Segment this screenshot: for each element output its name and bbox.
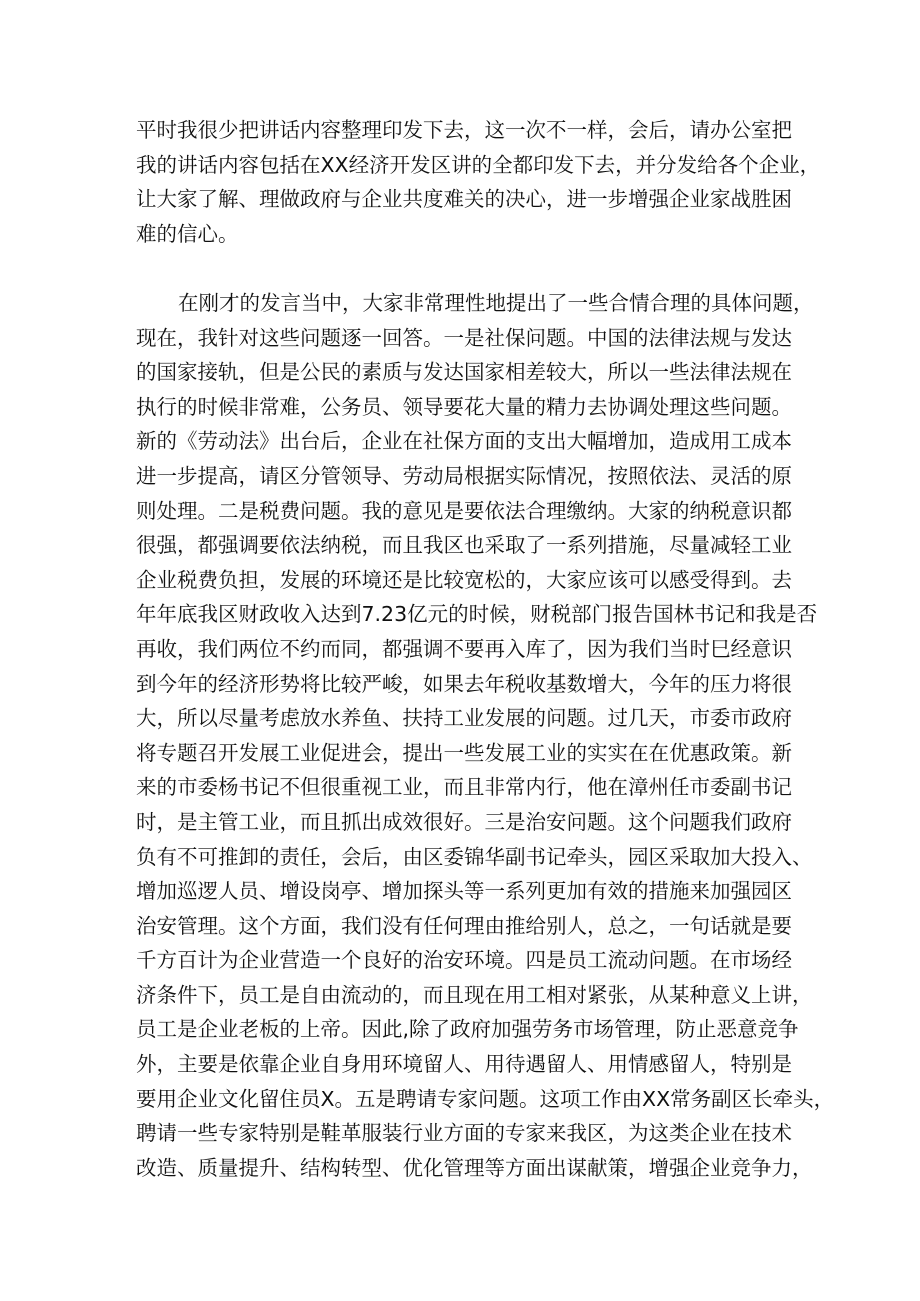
text-line-first: 在刚才的发言当中，大家非常理性地提出了一些合情合理的具体问题，: [178, 291, 814, 315]
text-line: 增加巡逻人员、增设岗亭、增加探头等一系列更加有效的措施来加强园区: [136, 879, 792, 904]
text-line: 年年底我区财政收入达到7.23亿元的时候，财税部门报告国林书记和我是否: [136, 602, 818, 627]
text-line: 我的讲话内容包括在XX经济开发区讲的全都印发下去，并分发给各个企业，: [136, 152, 821, 177]
text-line: 来的市委杨书记不但很重视工业，而且非常内行，他在漳州任市委副书记: [136, 775, 792, 800]
text-line: 员工是企业老板的上帝。因此,除了政府加强劳务市场管理，防止恶意竞争: [136, 1017, 799, 1042]
text-line: 则处理。二是税费问题。我的意见是要依法合理缴纳。大家的纳税意识都: [136, 498, 792, 523]
text-line: 很强，都强调要依法纳税，而且我区也采取了一系列措施，尽量减轻工业: [136, 533, 792, 558]
text-line: 济条件下，员工是自由流动的，而且现在用工相对紧张，从某种意义上讲，: [136, 982, 813, 1007]
text-line: 难的信心。: [136, 221, 239, 246]
text-line: 再收，我们两位不约而同，都强调不要再入库了，因为我们当时巳经意识: [136, 636, 792, 661]
text-line: 新的《劳动法》出台后，企业在社保方面的支出大幅增加，造成用工成本: [136, 429, 792, 454]
text-line: 进一步提高，请区分管领导、劳动局根据实际情况，按照依法、灵活的原: [136, 463, 792, 488]
text-line: 治安管理。这个方面，我们没有任何理由推给别人，总之，一句话就是要: [136, 913, 792, 938]
text-line: 平时我很少把讲话内容整理印发下去，这一次不一样，会后，请办公室把: [136, 118, 792, 142]
text-line: 执行的时候非常难，公务员、领导要花大量的精力去协调处理这些问题。: [136, 394, 792, 419]
text-line: 现在，我针对这些问题逐一回答。一是社保问题。中国的法律法规与发达: [136, 325, 792, 350]
text-line: 大，所以尽量考虑放水养鱼、扶持工业发展的问题。过几天，市委市政府: [136, 706, 792, 731]
text-line: 千方百计为企业营造一个良好的治安环境。四是员工流动问题。在市场经: [136, 948, 792, 973]
text-line: 将专题召开发展工业促进会，提出一些发展工业的实实在在优惠政策。新: [136, 740, 792, 765]
text-line: 到今年的经济形势将比较严峻，如果去年税收基数增大，今年的压力将很: [136, 671, 792, 696]
text-line: 改造、质量提升、结构转型、优化管理等方面出谋献策，增强企业竞争力，: [136, 1155, 813, 1180]
text-line: 时，是主管工业，而且抓出成效很好。三是治安问题。这个问题我们政府: [136, 809, 792, 834]
text-line: 让大家了解、理做政府与企业共度难关的决心，进一步增强企业家战胜困: [136, 187, 792, 212]
paragraph-1: [136, 113, 821, 251]
paragraph-2: [136, 286, 835, 1185]
text-line: 要用企业文化留住员X。五是聘请专家问题。这项工作由XX常务副区长牵头，: [136, 1086, 835, 1111]
text-line: 外，主要是依靠企业自身用环境留人、用待遇留人、用情感留人，特别是: [136, 1052, 792, 1077]
text-line: 企业税费负担，发展的环境还是比较宽松的，大家应该可以感受得到。去: [136, 567, 792, 592]
text-line: 聘请一些专家特别是鞋革服装行业方面的专家来我区，为这类企业在技术: [136, 1121, 792, 1146]
text-line: 的国家接轨，但是公民的素质与发达国家相差较大，所以一些法律法规在: [136, 360, 792, 385]
text-line: 负有不可推卸的责任，会后，由区委锦华副书记牵头，园区采取加大投入、: [136, 844, 813, 869]
